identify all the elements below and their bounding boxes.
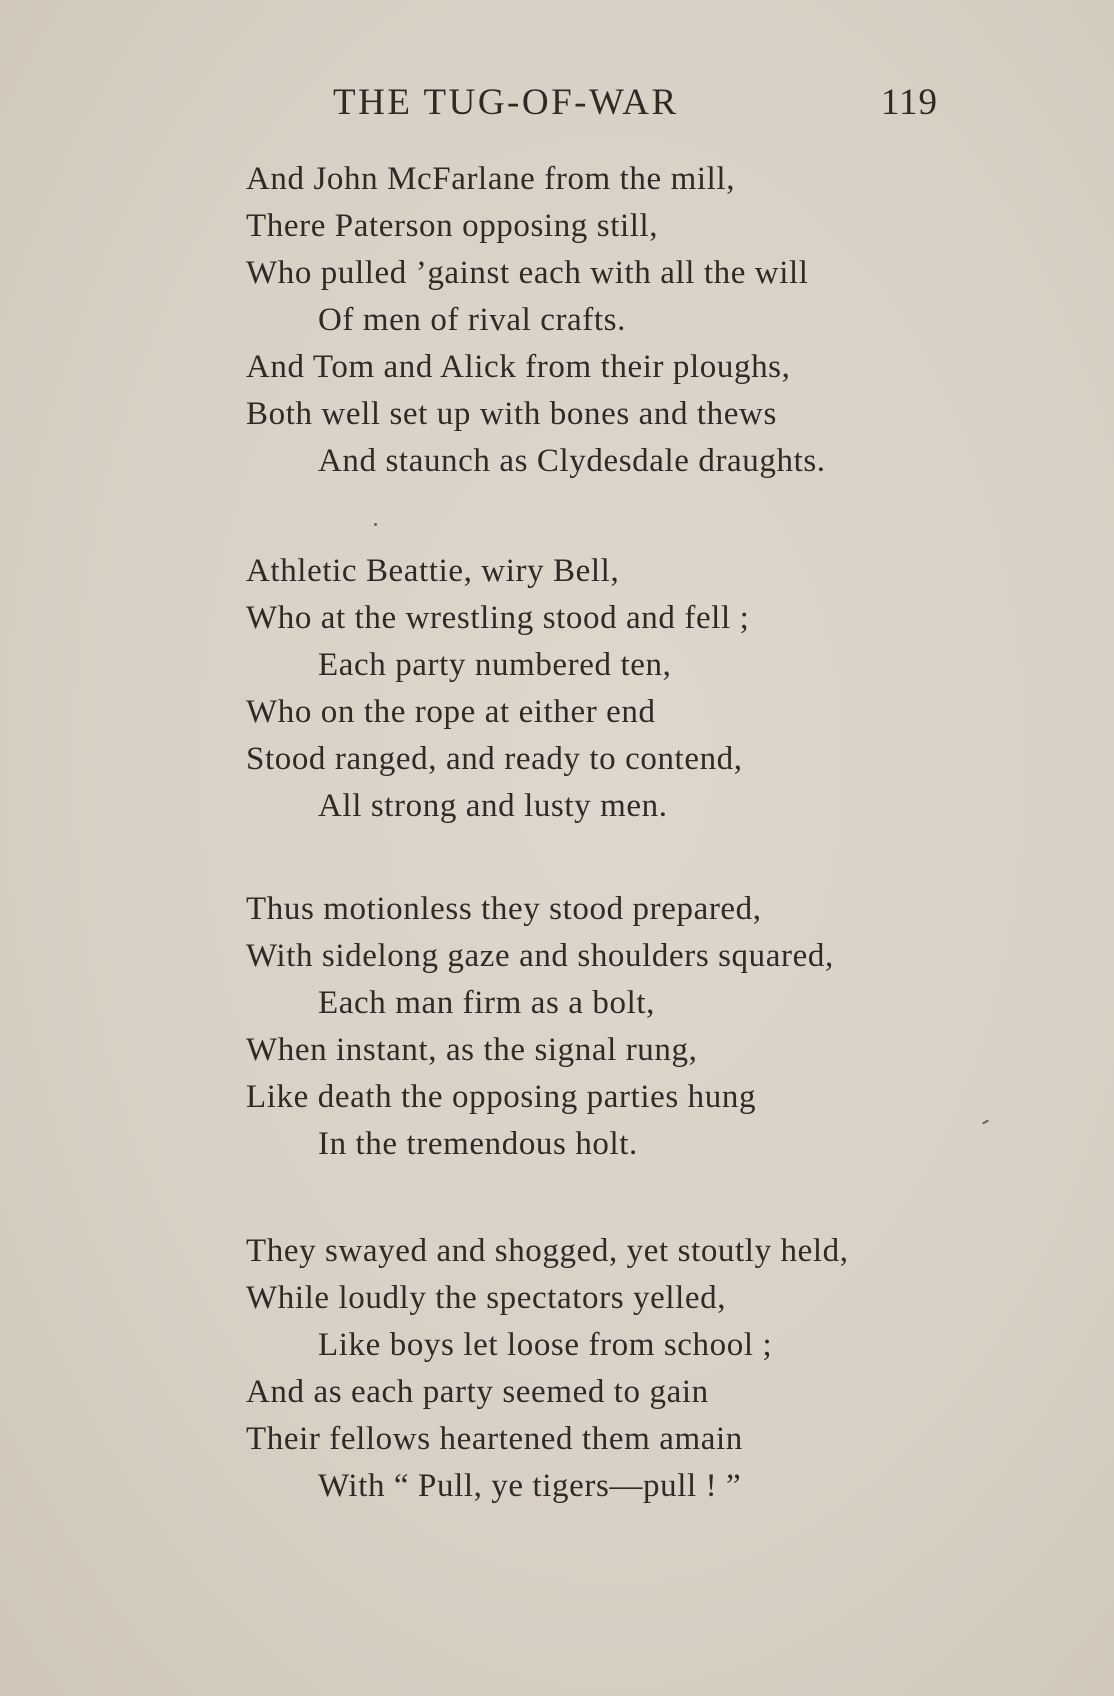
verse-line: And John McFarlane from the mill, — [246, 161, 736, 197]
running-title: THE TUG-OF-WAR — [333, 82, 679, 123]
page-number: 119 — [880, 82, 938, 123]
stanza-2 — [246, 548, 946, 830]
verse-line-indented: Of men of rival crafts. — [318, 302, 626, 338]
verse-line-indented: Each man firm as a bolt, — [318, 985, 655, 1021]
verse-line: Both well set up with bones and thews — [246, 396, 777, 432]
verse-line: Who pulled ’gainst each with all the will — [246, 255, 809, 291]
verse-line-indented: Each party numbered ten, — [318, 647, 672, 683]
verse-line: Who on the rope at either end — [246, 694, 656, 730]
paper-speck — [374, 523, 377, 526]
verse-line: Athletic Beattie, wiry Bell, — [246, 553, 620, 589]
stanza-4 — [246, 1228, 946, 1510]
stanza-1 — [246, 156, 946, 485]
verse-line: Like death the opposing parties hung — [246, 1079, 757, 1115]
verse-line-indented: And staunch as Clydesdale draughts. — [318, 443, 826, 479]
verse-line: When instant, as the signal rung, — [246, 1032, 698, 1068]
paper-speck — [982, 1119, 989, 1124]
verse-line-indented: In the tremendous holt. — [318, 1126, 638, 1162]
verse-line: Stood ranged, and ready to contend, — [246, 741, 743, 777]
verse-line-indented: Like boys let loose from school ; — [318, 1327, 773, 1363]
running-head — [333, 78, 938, 128]
verse-line: There Paterson opposing still, — [246, 208, 659, 244]
verse-line: Who at the wrestling stood and fell ; — [246, 600, 750, 636]
verse-line: And Tom and Alick from their ploughs, — [246, 349, 791, 385]
verse-line-indented: With “ Pull, ye tigers—pull ! ” — [318, 1468, 742, 1504]
stanza-3 — [246, 886, 946, 1168]
verse-line: Their fellows heartened them amain — [246, 1421, 743, 1457]
verse-line: While loudly the spectators yelled, — [246, 1280, 727, 1316]
verse-line: With sidelong gaze and shoulders squared, — [246, 938, 834, 974]
verse-line: And as each party seemed to gain — [246, 1374, 709, 1410]
verse-line: Thus motionless they stood prepared, — [246, 891, 762, 927]
verse-line: They swayed and shogged, yet stoutly held, — [246, 1233, 849, 1269]
verse-line-indented: All strong and lusty men. — [318, 788, 668, 824]
